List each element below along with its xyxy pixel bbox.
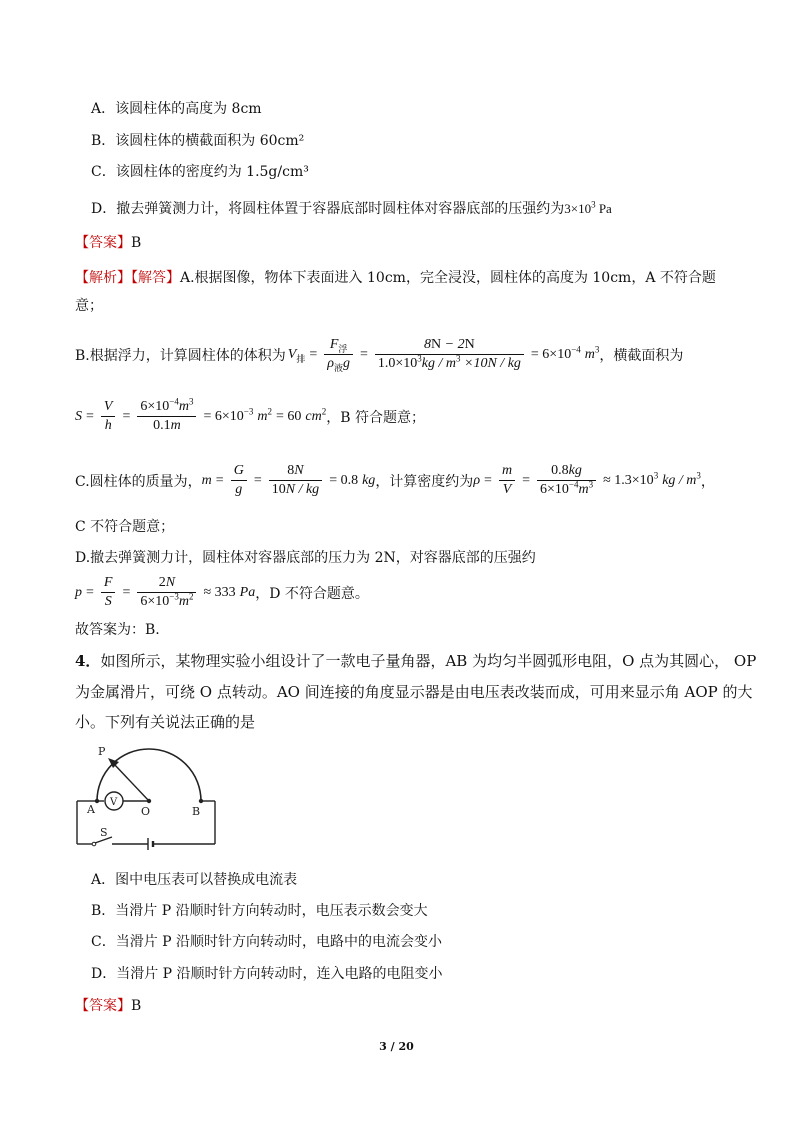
page-number: 3 / 20 xyxy=(379,1040,414,1053)
label-a: A xyxy=(87,803,95,816)
q3-option-b: B．该圆柱体的横截面积为 60cm² xyxy=(91,133,305,149)
q4-text-1: 如图所示，某物理实验小组设计了一款电子量角器，AB 为均匀半圆弧形电阻，O 点为其圆心， OP xyxy=(100,652,757,670)
q4-line-3: 小。下列有关说法正确的是 xyxy=(75,713,256,731)
analysis-c-tail: C 不符合题意； xyxy=(75,519,175,535)
q3-option-a: A．该圆柱体的高度为 8cm xyxy=(91,101,262,117)
analysis-c-end: ， xyxy=(700,473,715,490)
q3-option-d-text: D．撤去弹簧测力计，将圆柱体置于容器底部时圆柱体对容器底部的压强约为 xyxy=(91,201,565,217)
q4-option-b: B．当滑片 P 沿顺时针方向转动时，电压表示数会变大 xyxy=(91,903,428,919)
analysis-d-line: D.撤去弹簧测力计，圆柱体对容器底部的压力为 2N，对容器底部的压强约 xyxy=(75,550,536,566)
q3-option-d-exp: 3 xyxy=(591,199,596,210)
analysis-p-end: ，D 不符合题意。 xyxy=(255,585,369,602)
label-s: S xyxy=(100,826,108,839)
q4-line-2: 为金属滑片，可绕 O 点转动。AO 间连接的角度显示器是由电压表改装而成，可用来显示角 AOP 的大 xyxy=(75,683,753,701)
q4-number: 4． xyxy=(75,652,101,670)
analysis-line-1b: 意； xyxy=(75,298,103,314)
q3-answer xyxy=(75,233,141,253)
analysis-b-intro: B.根据浮力，计算圆柱体的体积为 xyxy=(75,347,286,364)
q4-answer xyxy=(75,996,141,1016)
analysis-b-end: ，横截面积为 xyxy=(599,347,684,364)
label-v: V xyxy=(110,797,118,808)
label-b: B xyxy=(192,805,201,818)
label-p: P xyxy=(98,745,106,758)
q4-answer-label: 【答案】 xyxy=(75,998,131,1014)
analysis-p-line: p = $\frac{F}{S}$ = $\frac{2N}{6\times 10^{-3}m^2}$ ≈ 333 Pa ，D 不符合题意。 xyxy=(75,575,369,609)
q3-option-d-value: 3×10 xyxy=(564,201,592,216)
analysis-s-end: ，B 符合题意； xyxy=(326,409,425,426)
label-o: O xyxy=(141,805,151,818)
analysis-c-intro: C.圆柱体的质量为， xyxy=(75,473,202,490)
analysis-a-text: A.根据图像，物体下表面进入 10cm，完全浸没，圆柱体的高度为 10cm，A 不符合题 xyxy=(180,270,716,286)
analysis-c-line: C.圆柱体的质量为， m = $\frac{G}{g}$ = $\frac{8N}{10N / kg}$ = 0.8 kg ，计算密度约为 ρ = $\frac{m}{V}$ = $\frac{0.8kg}{6\times 10^{-4}m^3}$ ≈ $1.3\times 10^3$ kg / $m^3$ ， xyxy=(75,463,715,497)
q4-option-c: C．当滑片 P 沿顺时针方向转动时，电路中的电流会变小 xyxy=(91,934,443,950)
analysis-c-mid: ，计算密度约为 xyxy=(375,473,474,490)
q4-option-d: D．当滑片 P 沿顺时针方向转动时，连入电路的电阻变小 xyxy=(91,966,443,982)
answer-label: 【答案】 xyxy=(75,235,131,251)
q4-option-a: A．图中电压表可以替换成电流表 xyxy=(91,872,298,888)
analysis-s-line: S = $\frac{V}{h}$ = $\frac{6\times 10^{-4}m^3}{0.1m}$ = $6\times 10^{-3}$ $m^2$ = 60 $cm^2$ ，B 符合题意； xyxy=(75,396,425,433)
circuit-diagram xyxy=(70,740,230,855)
analysis-label: 【解析】【解答】 xyxy=(75,270,180,286)
analysis-b-line: B.根据浮力，计算圆柱体的体积为 $V_排$ = $\frac{F_浮}{\rho_液g}$ = $\frac{8N - 2N}{1.0\times 10^3kg / m^3 \times 10N / kg}$ = $6\times 10^{-4}$ $m^3$ ，横截面积为 xyxy=(75,337,684,373)
q3-option-d xyxy=(91,199,612,219)
analysis-conclusion: 故答案为：B. xyxy=(75,622,160,638)
analysis-line-1 xyxy=(75,268,716,288)
answer-value: B xyxy=(131,235,142,251)
q3-option-d-unit: Pa xyxy=(598,201,612,216)
q4-line-1 xyxy=(75,651,756,671)
q4-answer-value: B xyxy=(131,998,142,1014)
q3-option-c: C．该圆柱体的密度约为 1.5g/cm³ xyxy=(91,164,309,180)
